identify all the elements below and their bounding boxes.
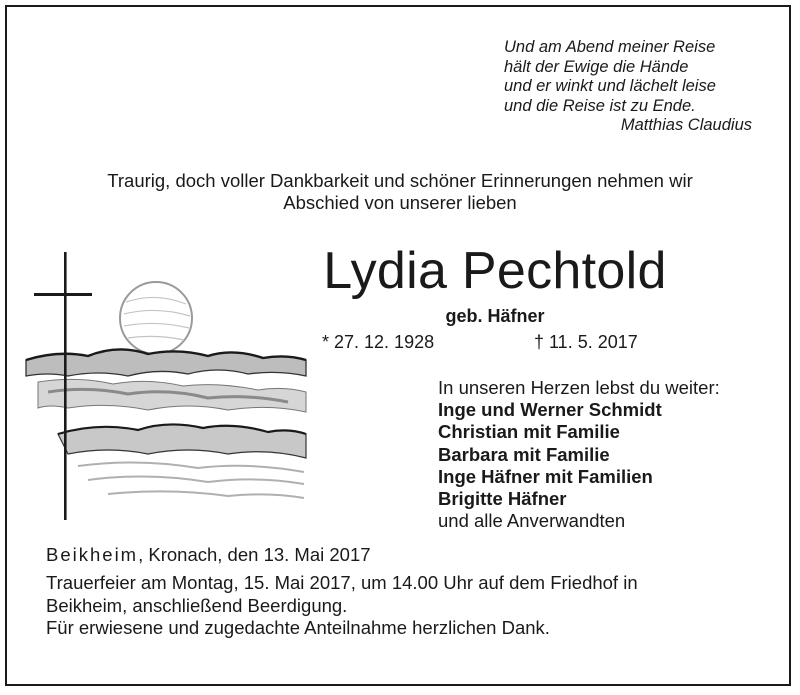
- poem-line: und er winkt und lächelt leise: [504, 77, 716, 96]
- place-name: Beikheim: [46, 544, 139, 565]
- family-closing: und alle Anverwandten: [438, 510, 626, 532]
- foreground-shading: [78, 462, 304, 498]
- thanks-line: Für erwiesene und zugedachte Anteilnahme herzlichen Dank.: [46, 617, 550, 639]
- dateline-text: , Kronach, den 13. Mai 2017: [138, 544, 371, 565]
- sun-shape: [120, 282, 192, 354]
- family-member: Brigitte Häfner: [438, 488, 567, 510]
- deceased-name: Lydia Pechtold: [323, 242, 667, 300]
- cross-landscape-icon: [18, 252, 308, 520]
- sun-shading: [124, 297, 190, 340]
- poem-line: Und am Abend meiner Reise: [504, 38, 716, 56]
- poem-block: [504, 38, 754, 136]
- family-heading: In unseren Herzen lebst du weiter:: [438, 377, 720, 398]
- funeral-line: Beikheim, anschließend Beerdigung.: [46, 594, 348, 616]
- intro-line: Traurig, doch voller Dankbarkeit und schöner Erinnerungen nehmen wir: [107, 170, 693, 191]
- family-member: Christian mit Familie: [438, 421, 620, 443]
- family-block: [438, 377, 778, 532]
- family-member: Inge Häfner mit Familien: [438, 465, 653, 487]
- dateline: [46, 544, 766, 566]
- cross-vertical: [64, 252, 67, 520]
- birth-date: * 27. 12. 1928: [322, 332, 435, 352]
- cross-horizontal: [34, 293, 92, 296]
- intro-text: [40, 170, 760, 214]
- family-member: Inge und Werner Schmidt: [438, 399, 662, 421]
- family-member: Barbara mit Familie: [438, 443, 610, 465]
- intro-line: Abschied von unserer lieben: [283, 192, 517, 213]
- maiden-name: geb. Häfner: [445, 306, 545, 326]
- hills-mid: [38, 379, 306, 412]
- hills-near: [58, 424, 306, 458]
- poem-line: und die Reise ist zu Ende.: [504, 96, 696, 115]
- footer-block: [46, 544, 766, 640]
- poem-author: Matthias Claudius: [620, 116, 752, 135]
- poem-line: hält der Ewige die Hände: [504, 57, 689, 76]
- funeral-line: Trauerfeier am Montag, 15. Mai 2017, um 14.00 Uhr auf dem Friedhof in: [46, 572, 638, 594]
- death-date: † 11. 5. 2017: [534, 332, 638, 352]
